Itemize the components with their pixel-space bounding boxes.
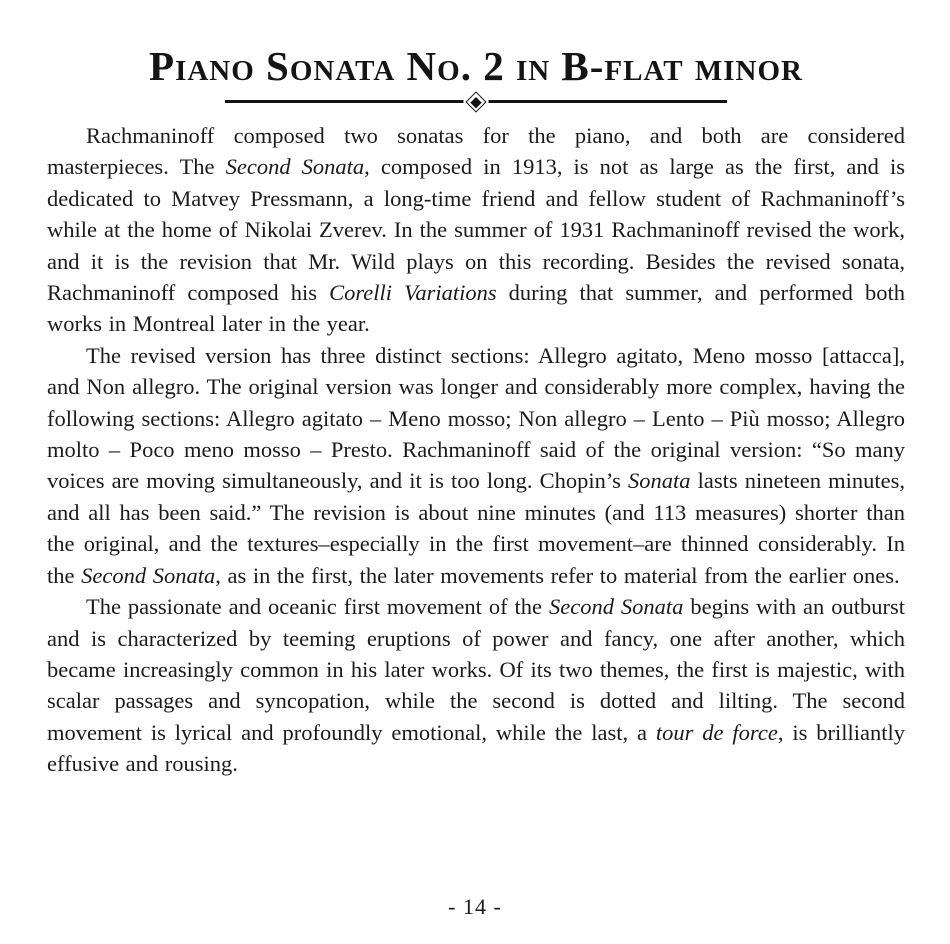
page-footer <box>0 894 950 920</box>
text-segment: lasts nineteen minutes, and all has been said.” The revision is about nine minutes (and 113 measures) shorter than the original, and the textures–especially in the first movement–are thinned considerably. In the <box>47 468 905 588</box>
text-segment: , is brilliantly effusive and rousing. <box>47 719 905 777</box>
paragraph <box>47 340 905 591</box>
text-segment: during that summer, and performed both works in Montreal later in the year. <box>47 280 906 337</box>
page-number: - 14 - <box>448 894 502 919</box>
paragraph <box>47 120 905 340</box>
text-segment: The passionate and oceanic first movement of the <box>86 594 549 620</box>
body-text <box>47 120 905 780</box>
italic-text-segment: Second Sonata <box>81 562 216 588</box>
paragraph <box>47 591 905 779</box>
text-segment: , as in the first, the later movements refer to material from the earlier ones. <box>215 562 900 588</box>
italic-text-segment: Second Sonata <box>549 594 684 620</box>
diamond-outline <box>465 91 486 112</box>
diamond-core <box>470 96 481 107</box>
italic-text-segment: Sonata <box>628 468 691 494</box>
page-header <box>47 43 905 103</box>
title-rule-divider <box>225 100 727 103</box>
italic-text-segment: tour de force <box>655 719 778 745</box>
text-segment: begins with an outburst and is characterized by teeming eruptions of power and fancy, one after another, which became increasingly common in his later works. Of its two themes, the first is majestic, with scalar passages and syncopation, while the second is dotted and lilting. The second movement is lyrical and profoundly emotional, while the last, a <box>47 594 905 745</box>
text-segment: Rachmaninoff composed two sonatas for the piano, and both are considered masterpieces. The <box>47 123 905 180</box>
page-title: Piano Sonata No. 2 in B-flat minor <box>149 43 803 89</box>
text-segment: , composed in 1913, is not as large as the first, and is dedicated to Matvey Pressmann, a long-time friend and fellow student of Rachmaninoff’s while at the home of Nikolai Zverev. In the summer of 1931 Rachmaninoff revised the work, and it is the revision that Mr. Wild plays on this recording. Besides the revised sonata, Rachmaninoff composed his <box>47 154 905 306</box>
italic-text-segment: Second Sonata <box>225 154 365 180</box>
text-segment: The revised version has three distinct sections: Allegro agitato, Meno mosso [attacca], and Non allegro. The original version was longer and considerably more complex, having the following sections: Allegro agitato – Meno mosso; Non allegro – Lento – Più mosso; Allegro molto – Poco meno mosso – Presto. Rachmaninoff said of the original version: “So many voices are moving simultaneously, and it is too long. Chopin’s <box>47 342 905 494</box>
diamond-ornament-icon <box>464 92 489 111</box>
italic-text-segment: Corelli Variations <box>329 280 497 306</box>
